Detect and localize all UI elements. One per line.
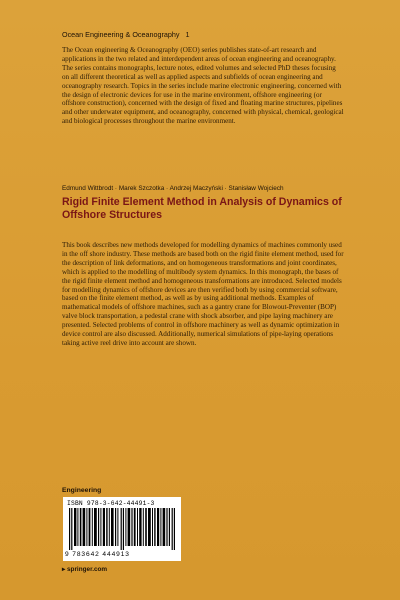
series-name: Ocean Engineering & Oceanography	[62, 30, 180, 39]
barcode-icon	[69, 508, 175, 550]
barcode-panel	[63, 497, 181, 561]
ean-digits: 9 783642 444913	[65, 551, 130, 558]
series-description: The Ocean engineering & Oceanography (OEO) series publishes state-of-art research and applications in the two related and interdependent areas of ocean engineering and oceanography. The series contains monographs, lecture notes, edited volumes and selected PhD theses focusing on all different theoretical as well as applied aspects and subfields of ocean engineering and oceanography research. Topics in the series include marine electronic engineering, concerned with the design of electronic devices for use in the marine environment, offshore engineering (or offshore construction), concerned with the design of fixed and floating marine structures, pipelines and other underwater equipment, and oceanography, concerned with physical, chemical, geological and biological processes throughout the marine environment.	[62, 46, 344, 126]
publisher-website[interactable]: ▸ springer.com	[62, 566, 108, 573]
subject-label: Engineering	[62, 487, 102, 494]
series-title	[62, 30, 189, 39]
isbn-text: ISBN 978-3-642-44491-3	[67, 500, 155, 507]
book-authors: Edmund Wittbrodt · Marek Szczotka · Andrzej Maczyński · Stanisław Wojciech	[62, 185, 284, 192]
series-volume: 1	[185, 30, 190, 39]
book-title: Rigid Finite Element Method in Analysis of Dynamics of Offshore Structures	[62, 196, 342, 221]
book-description: This book describes new methods developed for modelling dynamics of machines commonly used in the off shore industry. These methods are based both on the rigid finite element method, used for the description of link deformations, and on homogeneous transformations and joint coordinates, which is applied to the modelling of multibody system dynamics. In this monograph, the bases of the rigid finite element method and homogeneous transformations are introduced. Selected models for modelling dynamics of offshore devices are then verified both by using commercial software, based on the finite element method, as well as by using additional methods. Examples of mathematical models of offshore machines, such as a gantry crane for Blowout-Preventer (BOP) valve block transportation, a pedestal crane with shock absorber, and pipe laying machinery are presented. Selected problems of control in offshore machinery as well as dynamic optimization in device control are also discussed. Additionally, numerical simulations of pipe-laying operations taking active reel drive into account are shown.	[62, 241, 344, 347]
